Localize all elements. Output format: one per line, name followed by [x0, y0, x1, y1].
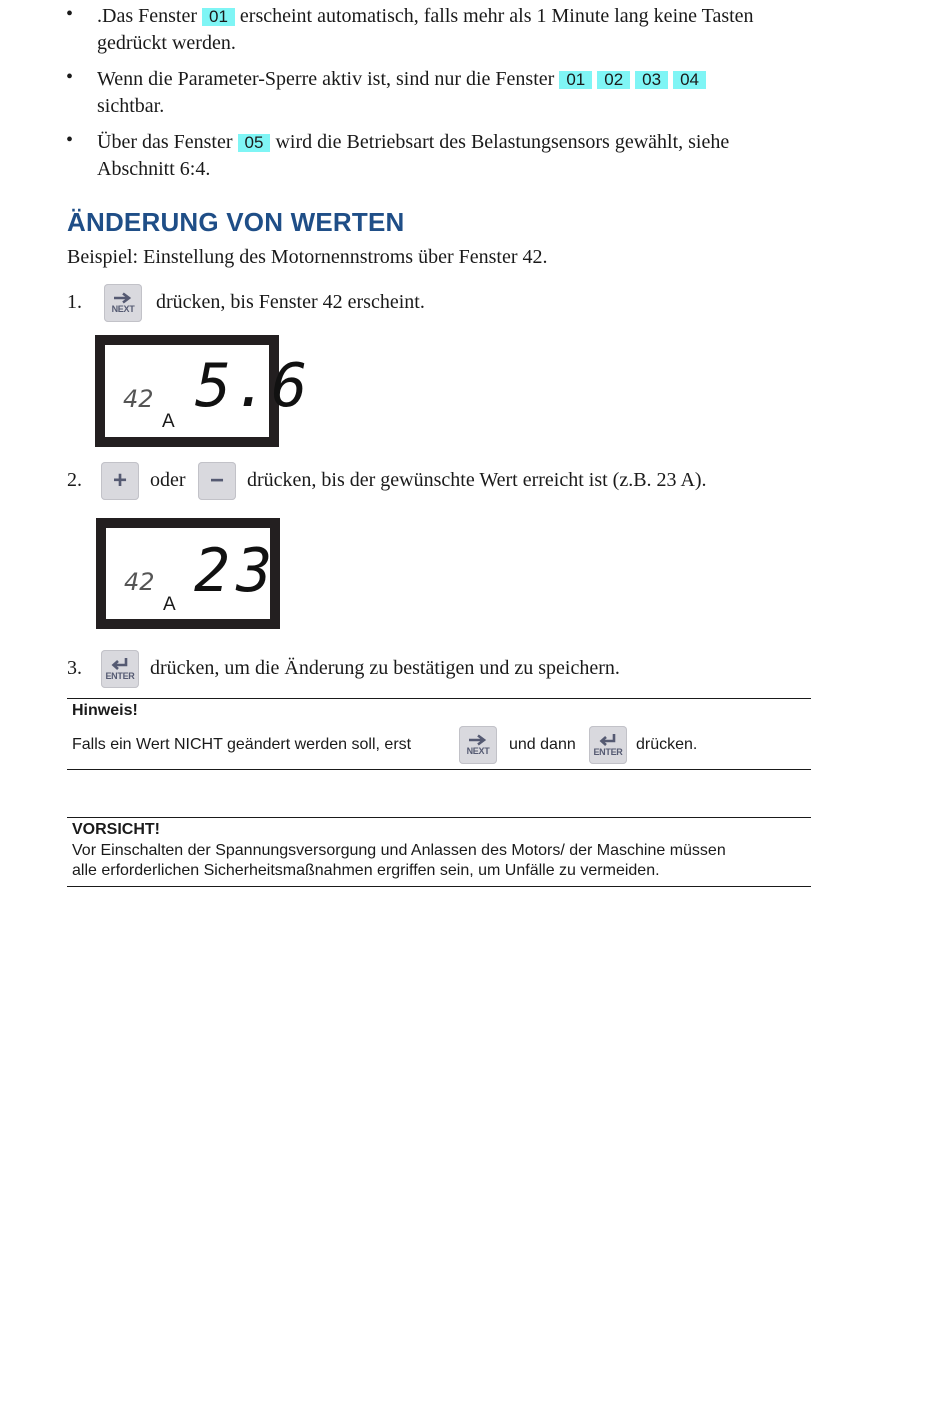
- lcd-value: 5.6: [195, 351, 310, 421]
- window-tag: 01: [559, 71, 592, 89]
- window-tag: 03: [635, 71, 668, 89]
- window-tag: 04: [673, 71, 706, 89]
- bullet-text: Über das Fenster: [97, 131, 233, 153]
- caution-line: alle erforderlichen Sicherheitsmaßnahmen ergriffen sein, um Unfälle zu vermeiden.: [72, 862, 660, 879]
- bullet-item-3: [97, 129, 817, 183]
- bullet-text: gedrückt werden.: [97, 32, 236, 54]
- lcd-unit: A: [163, 594, 176, 615]
- next-key-label: NEXT: [466, 746, 490, 756]
- arrow-right-icon: [468, 734, 488, 746]
- plus-icon: +: [112, 467, 127, 494]
- window-tag: 05: [238, 134, 271, 152]
- lcd-display: [96, 518, 280, 629]
- enter-key-label: ENTER: [105, 671, 135, 681]
- window-tag: 02: [597, 71, 630, 89]
- bullet-text: erscheint automatisch, falls mehr als 1 Minute lang keine Tasten: [239, 5, 754, 27]
- return-arrow-icon: [598, 733, 618, 747]
- hint-title: Hinweis!: [72, 702, 138, 719]
- step-text: drücken, um die Änderung zu bestätigen und zu speichern.: [150, 657, 620, 679]
- return-arrow-icon: [110, 657, 130, 671]
- step-text: drücken, bis Fenster 42 erscheint.: [156, 291, 425, 313]
- lcd-value: 23: [194, 536, 279, 606]
- step-text: drücken, bis der gewünschte Wert erreicht ist (z.B. 23 A).: [247, 469, 707, 491]
- section-heading: ÄNDERUNG VON WERTEN: [67, 207, 405, 237]
- lcd-window-number: 42: [124, 568, 155, 596]
- bullet-marker: •: [66, 66, 74, 88]
- step-number: 2.: [67, 469, 82, 491]
- bullet-item-1: [97, 3, 817, 57]
- enter-key: [589, 726, 627, 764]
- bullet-text: Abschnitt 6:4.: [97, 158, 211, 180]
- divider: [67, 886, 811, 887]
- bullet-text: wird die Betriebsart des Belastungsensors gewählt, siehe: [275, 131, 730, 153]
- enter-key: [101, 650, 139, 688]
- bullet-text: .Das Fenster: [97, 5, 197, 27]
- step-number: 1.: [67, 291, 82, 313]
- section-intro: Beispiel: Einstellung des Motornennstroms über Fenster 42.: [67, 246, 548, 268]
- caution-line: Vor Einschalten der Spannungsversorgung und Anlassen des Motors/ der Maschine müssen: [72, 842, 726, 859]
- bullet-marker: •: [66, 3, 74, 25]
- lcd-window-number: 42: [123, 385, 154, 413]
- divider: [67, 769, 811, 770]
- next-key: [104, 284, 142, 322]
- bullet-marker: •: [66, 129, 74, 151]
- bullet-text: Wenn die Parameter-Sperre aktiv ist, sind nur die Fenster: [97, 68, 555, 90]
- next-key-label: NEXT: [111, 304, 135, 314]
- bullet-item-2: [97, 66, 817, 120]
- lcd-display: [95, 335, 310, 447]
- next-key: [459, 726, 497, 764]
- minus-icon: −: [209, 467, 224, 494]
- hint-text: drücken.: [636, 736, 698, 753]
- window-tag: 01: [202, 8, 235, 26]
- arrow-right-icon: [113, 292, 133, 304]
- caution-text: [72, 841, 726, 881]
- lcd-unit: A: [162, 411, 175, 432]
- bullet-text: sichtbar.: [97, 95, 165, 117]
- divider: [67, 698, 811, 699]
- minus-key: [198, 462, 236, 500]
- hint-text: Falls ein Wert NICHT geändert werden soll, erst: [72, 736, 412, 753]
- step-number: 3.: [67, 657, 82, 679]
- step-connector: oder: [150, 469, 186, 491]
- caution-title: VORSICHT!: [72, 821, 160, 838]
- plus-key: [101, 462, 139, 500]
- divider: [67, 817, 811, 818]
- hint-text: und dann: [509, 736, 576, 753]
- enter-key-label: ENTER: [593, 747, 623, 757]
